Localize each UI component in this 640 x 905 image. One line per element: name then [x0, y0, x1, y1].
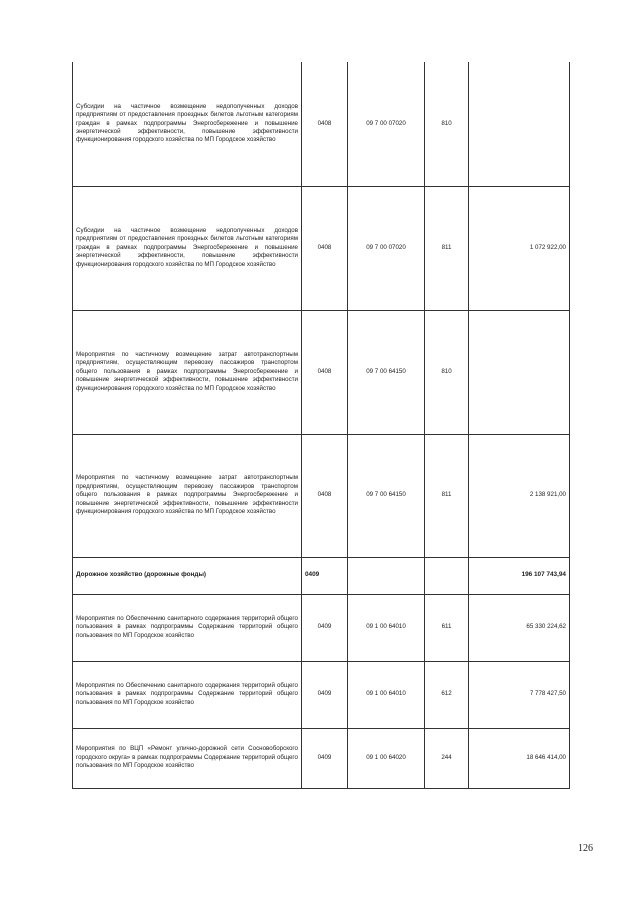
row-vr: 811 [425, 186, 469, 310]
row-section: 0409 [302, 594, 348, 661]
table-row [73, 310, 570, 434]
row-csr: 09 7 00 07020 [348, 186, 425, 310]
row-vr: 244 [425, 728, 469, 788]
row-name: Субсидии на частичное возмещение недополученных доходов предприятиям от предоставления проездных билетов льготным категориям граждан в рамках подпрограммы Энергосбережение и повышение энергетической эффективности, повышение эффективности функционирования городского хозяйства по МП Городское хозяйство [73, 62, 302, 186]
row-section: 0408 [302, 62, 348, 186]
budget-table [72, 62, 570, 789]
row-name: Мероприятия по ВЦП «Ремонт улично-дорожной сети Сосновоборского городского округа» в рамках подпрограммы Содержание территорий общего пользования по МП Городское хозяйство [73, 728, 302, 788]
row-sum: 7 778 427,50 [469, 661, 570, 728]
table-row [73, 434, 570, 557]
row-section: 0409 [302, 661, 348, 728]
row-section: 0409 [302, 557, 348, 594]
row-name: Мероприятия по Обеспечению санитарного содержания территорий общего пользования в рамках подпрограммы Содержание территорий общего пользования по МП Городское хозяйство [73, 661, 302, 728]
table-row [73, 728, 570, 788]
row-csr: 09 1 00 64010 [348, 661, 425, 728]
page-number: 126 [578, 843, 593, 854]
row-sum: 1 072 922,00 [469, 186, 570, 310]
row-sum: 2 138 921,00 [469, 434, 570, 557]
row-section: 0408 [302, 186, 348, 310]
row-name: Дорожное хозяйство (дорожные фонды) [73, 557, 302, 594]
row-csr: 09 1 00 64020 [348, 728, 425, 788]
row-csr: 09 7 00 07020 [348, 62, 425, 186]
row-sum: 18 646 414,00 [469, 728, 570, 788]
row-vr: 810 [425, 62, 469, 186]
row-section: 0409 [302, 728, 348, 788]
row-name: Мероприятия по Обеспечению санитарного содержания территорий общего пользования в рамках подпрограммы Содержание территорий общего пользования по МП Городское хозяйство [73, 594, 302, 661]
row-vr: 810 [425, 310, 469, 434]
row-csr: 09 1 00 64010 [348, 594, 425, 661]
row-section: 0408 [302, 310, 348, 434]
row-section: 0408 [302, 434, 348, 557]
row-sum: 196 107 743,94 [469, 557, 570, 594]
table-row [73, 557, 570, 594]
row-name: Субсидии на частичное возмещение недополученных доходов предприятиям от предоставления проездных билетов льготным категориям граждан в рамках подпрограммы Энергосбережение и повышение энергетической эффективности, повышение эффективности функционирования городского хозяйства по МП Городское хозяйство [73, 186, 302, 310]
table-row [73, 62, 570, 186]
row-name: Мероприятия по частичному возмещение затрат автотранспортным предприятиям, осуществляющим перевозку пассажиров транспортом общего пользования в рамках подпрограммы Энергосбережение и повышение энергетической эффективности, повышение эффективности функционирования городского хозяйства по МП Городское хозяйство [73, 434, 302, 557]
row-vr: 811 [425, 434, 469, 557]
row-csr: 09 7 00 64150 [348, 310, 425, 434]
row-csr [348, 557, 425, 594]
table-row [73, 594, 570, 661]
row-vr: 612 [425, 661, 469, 728]
row-name: Мероприятия по частичному возмещение затрат автотранспортным предприятиям, осуществляющим перевозку пассажиров транспортом общего пользования в рамках подпрограммы Энергосбережение и повышение энергетической эффективности, повышение эффективности функционирования городского хозяйства по МП Городское хозяйство [73, 310, 302, 434]
row-vr: 611 [425, 594, 469, 661]
row-sum [469, 62, 570, 186]
row-csr: 09 7 00 64150 [348, 434, 425, 557]
row-sum [469, 310, 570, 434]
row-vr [425, 557, 469, 594]
row-sum: 65 330 224,62 [469, 594, 570, 661]
table-row [73, 186, 570, 310]
table-row [73, 661, 570, 728]
